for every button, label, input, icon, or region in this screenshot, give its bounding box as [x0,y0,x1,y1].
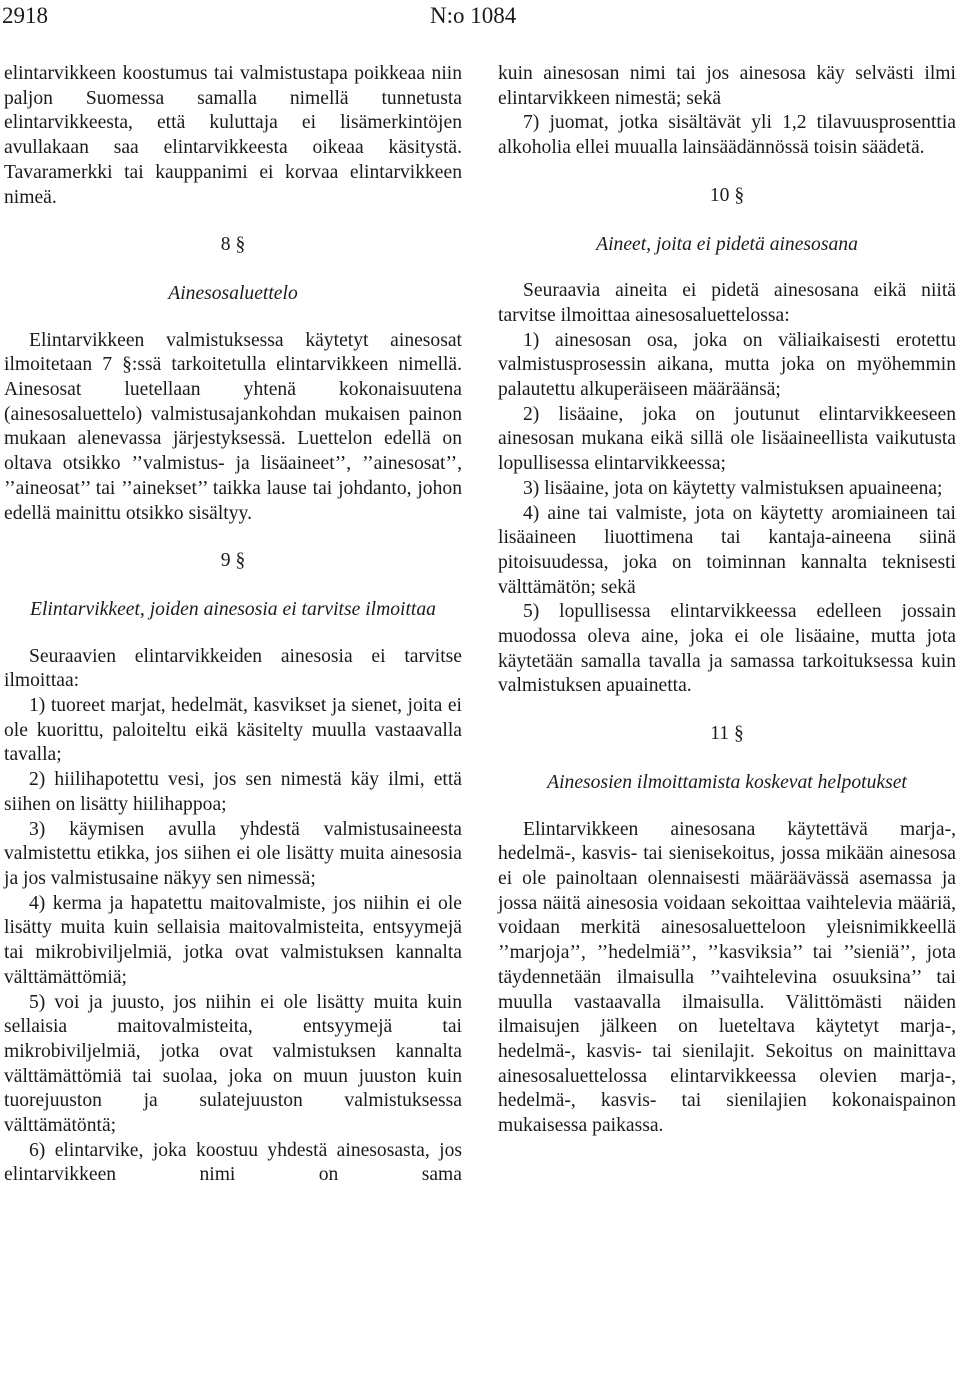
section-10-number: 10 § [709,184,745,206]
section-8-title: Ainesosaluettelo [168,282,298,304]
section-10-intro: Seuraavia aineita ei pidetä ainesosana eikä niitä tarvitse ilmoittaa ainesosaluettelossa: [498,280,956,326]
page-header [0,2,960,32]
section-9-title: Elintarvikkeet, joiden ainesosia ei tarvitse ilmoittaa [30,598,436,620]
section-10-item-4: 4) aine tai valmiste, jota on käytetty aromiaineen tai lisäaineen liuottimena tai kantaja-aineena siinä pitoisuudessa, joka on toiminnan kannalta teknisesti välttämätön; sekä [498,502,956,598]
right-column [498,62,956,1139]
section-9-item-4: 4) kerma ja hapatettu maitovalmiste, jos niihin ei ole lisätty muita kuin sellaisia maitovalmisteita, entsyymejä tai mikrobiviljelmiä, jotka ovat valmistuksen kannalta välttämättömiä; [4,892,462,988]
section-10-title: Aineet, joita ei pidetä ainesosana [596,233,858,255]
section-10-item-5: 5) lopullisessa elintarvikkeessa edelleen jossain muodossa oleva aine, joka ei ole lisäaine, mutta jota käytetään samalla tavalla ja samassa tarkoituksessa kuin valmistuksen apuainetta. [498,601,956,697]
section-9-number: 9 § [220,550,246,572]
paragraph-continued: elintarvikkeen koostumus tai valmistustapa poikkeaa niin paljon Suomessa samalla nimellä tunnetusta elintarvikkeesta, että kuluttaja ei lisämerkintöjen avullakaan saa elintarvikkeesta oikeaa käsitystä. Tavaramerkki tai kauppanimi ei korvaa elintarvikkeen nimeä. [4,63,462,208]
section-9-item-6: 6) elintarvike, joka koostuu yhdestä ainesosasta, jos elintarvikkeen nimi on sama [4,1139,462,1186]
section-8-number: 8 § [220,234,246,256]
section-10-item-1: 1) ainesosan osa, joka on väliaikaisesti erotettu valmistusprosessin aikana, mutta joka on myöhemmin palautettu alkuperäiseen määräänsä; [498,329,956,401]
section-11-title: Ainesosien ilmoittamista koskevat helpotukset [547,771,907,793]
section-9-item-1: 1) tuoreet marjat, hedelmät, kasvikset ja sienet, joita ei ole kuorittu, paloiteltu eikä käsitelty muulla vastaavalla tavalla; [4,695,462,766]
left-column [4,62,462,1188]
document-number: N:o 1084 [430,3,517,28]
section-9-item-7: 7) juomat, jotka sisältävät yli 1,2 tilavuusprosenttia alkoholia ellei muualla lainsäädännössä toisin säädetä. [498,112,956,159]
paragraph-continued: kuin ainesosan nimi tai jos ainesosa käy selvästi ilmi elintarvikkeen nimestä; sekä [498,63,956,109]
section-10-item-3: 3) lisäaine, jota on käytetty valmistuksen apuaineena; [523,477,943,499]
page-number: 2918 [2,3,48,28]
section-9-intro: Seuraavien elintarvikkeiden ainesosia ei tarvitse ilmoittaa: [4,645,462,692]
section-9-item-2: 2) hiilihapotettu vesi, jos sen nimestä käy ilmi, että siihen on lisätty hiilihappoa; [4,769,462,815]
section-8-paragraph: Elintarvikkeen valmistuksessa käytetyt ainesosat ilmoitetaan 7 §:ssä tarkoitetulla elintarvikkeen nimellä. Ainesosat luetellaan yhtenä kokonaisuutena (ainesosaluettelo) valmistusajankohdan mukaisen painon mukaan alenevassa järjestyksessä. Luettelon edellä on oltava otsikko ’’valmistus- ja lisäaineet’’, ’’ainesosat’’, ’’aineosat’’ tai ’’ainekset’’ taikka lause tai johdanto, johon edellä mainittu otsikko sisältyy. [4,329,462,524]
section-11-paragraph: Elintarvikkeen ainesosana käytettävä marja-, hedelmä-, kasvis- tai sienisekoitus, jossa mikään ainesosa ei ole painoltaan olennaisesti määräävässä asemassa ja jossa näitä ainesosia voidaan sekoittaa vaihtelevia määriä, voidaan merkitä ainesosaluetteloon yleisnimikkeellä ’’marjoja’’, ’’hedelmiä’’, ’’kasviksia’’ tai ’’sieniä’’, jota täydennetään ilmaisulla ’’vaihtelevina osuuksina’’ tai muulla vastaavalla ilmaisulla. Välittömästi näiden ilmaisujen jälkeen on lueteltava käytetyt marja-, hedelmä-, kasvis- tai sienilajit. Sekoitus on mainittava ainesosaluettelossa elintarvikkeessa olevien marja-, hedelmä-, kasvis- tai sienilajien kokonaispainon mukaisessa paikassa. [498,818,956,1137]
section-11-number: 11 § [710,723,744,745]
section-9-item-5: 5) voi ja juusto, jos niihin ei ole lisätty muita kuin sellaisia maitovalmisteita, entsyymejä tai mikrobiviljelmiä, jotka ovat valmistuksen kannalta välttämättömiä tai suolaa, joka on muun juuston kuin tuorejuuston ja sulatejuuston valmistuksessa välttämätöntä; [4,991,462,1137]
section-9-item-3: 3) käymisen avulla yhdestä valmistusaineesta valmistettu etikka, jos siihen ei ole lisätty muita ainesosia ja jos valmistusaine näkyy sen nimessä; [4,818,462,889]
section-10-item-2: 2) lisäaine, joka on joutunut elintarvikkeeseen ainesosan mukana eikä sillä ole lisäaineellista vaikutusta lopullisessa elintarvikkeessa; [498,403,956,475]
